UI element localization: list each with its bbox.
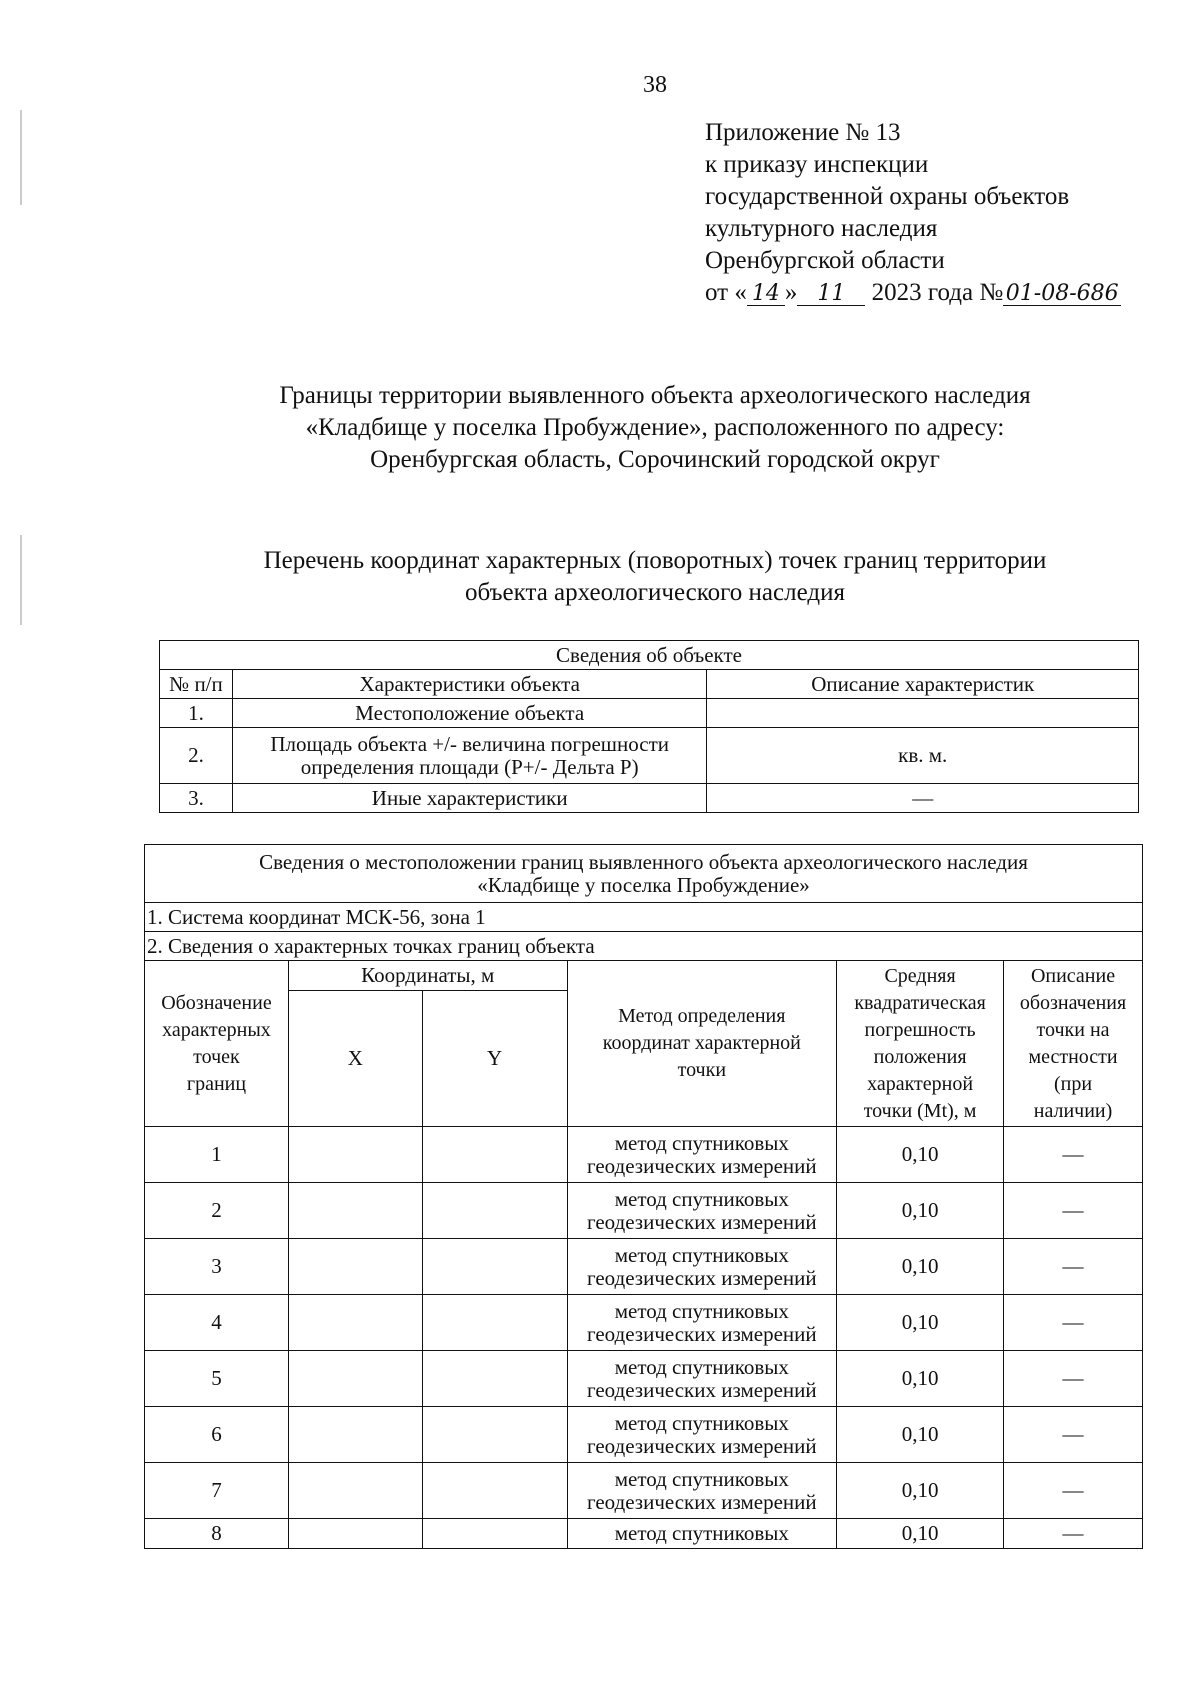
title-line: Границы территории выявленного объекта археологического наследия bbox=[279, 382, 1031, 409]
point-rows bbox=[145, 1127, 1143, 1549]
header-cell: Характеристики объекта bbox=[232, 670, 707, 699]
coord-x bbox=[288, 1183, 422, 1239]
point-label: 2 bbox=[145, 1183, 289, 1239]
header-line: точки bbox=[677, 1059, 727, 1081]
table-row bbox=[145, 1407, 1143, 1463]
table-row bbox=[145, 1183, 1143, 1239]
header-x: X bbox=[288, 991, 422, 1127]
cell-line: метод спутниковых bbox=[614, 1521, 789, 1545]
header-line: характерных bbox=[162, 1018, 271, 1041]
table-row bbox=[145, 1295, 1143, 1351]
point-label: 4 bbox=[145, 1295, 289, 1351]
date-prefix: от « bbox=[705, 279, 747, 306]
title-line: Оренбургская область, Сорочинский городской округ bbox=[370, 446, 940, 473]
scan-artifact bbox=[20, 110, 22, 205]
point-description: — bbox=[1004, 1463, 1143, 1519]
appendix-header bbox=[705, 117, 1121, 309]
table-row bbox=[145, 1239, 1143, 1295]
error-value: 0,10 bbox=[837, 1183, 1004, 1239]
section-points-info: 2. Сведения о характерных точках границ объекта bbox=[145, 932, 1143, 961]
row-number: 1. bbox=[160, 699, 233, 728]
error-value: 0,10 bbox=[837, 1351, 1004, 1407]
boundary-points-table bbox=[144, 844, 1143, 1549]
error-value: 0,10 bbox=[837, 1463, 1004, 1519]
cell-line: метод спутниковых bbox=[614, 1410, 789, 1435]
cell-line: метод спутниковых bbox=[614, 1354, 789, 1379]
section-coordinate-system: 1. Система координат МСК-56, зона 1 bbox=[145, 903, 1143, 932]
table-row bbox=[145, 1351, 1143, 1407]
row-characteristic: Иные характеристики bbox=[232, 784, 707, 813]
point-description: — bbox=[1004, 1127, 1143, 1183]
header-line: положения bbox=[873, 1045, 967, 1068]
method-cell bbox=[567, 1127, 837, 1183]
coord-x bbox=[288, 1295, 422, 1351]
appendix-date-line bbox=[705, 277, 1121, 309]
header-line: погрешность bbox=[864, 1018, 976, 1041]
appendix-line: Приложение № 13 bbox=[705, 119, 901, 146]
header-line: (при bbox=[1053, 1072, 1093, 1095]
handwritten-month: 11 bbox=[797, 283, 865, 306]
object-info-table bbox=[159, 640, 1139, 813]
row-characteristic: Местоположение объекта bbox=[232, 699, 707, 728]
header-y: Y bbox=[422, 991, 567, 1127]
header-line: наличии) bbox=[1033, 1099, 1113, 1122]
header-method bbox=[567, 961, 837, 1127]
error-value: 0,10 bbox=[837, 1407, 1004, 1463]
coord-y bbox=[422, 1519, 567, 1549]
header-line: точки на bbox=[1036, 1018, 1110, 1041]
point-description: — bbox=[1004, 1239, 1143, 1295]
row-description bbox=[707, 699, 1139, 728]
coord-y bbox=[422, 1351, 567, 1407]
error-value: 0,10 bbox=[837, 1295, 1004, 1351]
method-cell bbox=[567, 1239, 837, 1295]
row-characteristic bbox=[232, 728, 707, 784]
header-cell: № п/п bbox=[160, 670, 233, 699]
handwritten-order-number: 01-08-686 bbox=[1003, 283, 1121, 306]
point-description: — bbox=[1004, 1519, 1143, 1549]
table-caption: Сведения об объекте bbox=[160, 641, 1139, 670]
cell-line: метод спутниковых bbox=[614, 1466, 789, 1491]
header-error bbox=[837, 961, 1004, 1127]
header-line: точек bbox=[193, 1045, 240, 1068]
cell-line: Площадь объекта +/- величина погрешности bbox=[270, 731, 669, 756]
header-line: квадратическая bbox=[854, 991, 986, 1014]
document-subtitle bbox=[0, 545, 1200, 609]
row-description: — bbox=[707, 784, 1139, 813]
header-description bbox=[1004, 961, 1143, 1127]
coord-x bbox=[288, 1127, 422, 1183]
appendix-line: к приказу инспекции bbox=[705, 151, 929, 178]
point-label: 7 bbox=[145, 1463, 289, 1519]
cell-line: геодезических измерений bbox=[586, 1153, 817, 1178]
header-line: границ bbox=[186, 1072, 247, 1095]
method-cell bbox=[567, 1519, 837, 1549]
caption-line: Сведения о местоположении границ выявленного объекта археологического наследия bbox=[259, 849, 1028, 874]
header-line: характерной bbox=[867, 1072, 974, 1095]
row-description: кв. м. bbox=[707, 728, 1139, 784]
coord-x bbox=[288, 1407, 422, 1463]
coord-y bbox=[422, 1463, 567, 1519]
header-line: обозначения bbox=[1019, 991, 1127, 1014]
method-cell bbox=[567, 1463, 837, 1519]
cell-line: геодезических измерений bbox=[586, 1433, 817, 1458]
cell-line: метод спутниковых bbox=[614, 1186, 789, 1211]
table-row bbox=[145, 1127, 1143, 1183]
header-line: Средняя bbox=[884, 964, 956, 987]
table-row bbox=[145, 1519, 1143, 1549]
cell-line: геодезических измерений bbox=[586, 1209, 817, 1234]
point-description: — bbox=[1004, 1351, 1143, 1407]
year-text: 2023 года № bbox=[871, 279, 1004, 306]
appendix-line: Оренбургской области bbox=[705, 247, 945, 274]
method-cell bbox=[567, 1351, 837, 1407]
coord-x bbox=[288, 1463, 422, 1519]
point-label: 1 bbox=[145, 1127, 289, 1183]
coord-y bbox=[422, 1183, 567, 1239]
cell-line: геодезических измерений bbox=[586, 1377, 817, 1402]
header-line: точки (Mt), м bbox=[863, 1099, 977, 1122]
point-label: 3 bbox=[145, 1239, 289, 1295]
method-cell bbox=[567, 1295, 837, 1351]
cell-line: метод спутниковых bbox=[614, 1242, 789, 1267]
point-label: 5 bbox=[145, 1351, 289, 1407]
header-line: Метод определения bbox=[618, 1005, 786, 1027]
error-value: 0,10 bbox=[837, 1239, 1004, 1295]
coord-y bbox=[422, 1407, 567, 1463]
header-coordinates: Координаты, м bbox=[288, 961, 567, 991]
table-caption bbox=[145, 845, 1143, 903]
method-cell bbox=[567, 1183, 837, 1239]
coord-x bbox=[288, 1239, 422, 1295]
method-cell bbox=[567, 1407, 837, 1463]
point-description: — bbox=[1004, 1295, 1143, 1351]
cell-line: метод спутниковых bbox=[614, 1130, 789, 1155]
header-point bbox=[145, 961, 289, 1127]
coord-x bbox=[288, 1351, 422, 1407]
cell-line: определения площади (P+/- Дельта P) bbox=[300, 754, 639, 779]
cell-line: геодезических измерений bbox=[586, 1265, 817, 1290]
caption-line: «Кладбище у поселка Пробуждение» bbox=[477, 872, 810, 897]
subtitle-line: объекта археологического наследия bbox=[465, 579, 845, 606]
coord-x bbox=[288, 1519, 422, 1549]
title-line: «Кладбище у поселка Пробуждение», расположенного по адресу: bbox=[305, 414, 1005, 441]
cell-line: геодезических измерений bbox=[586, 1489, 817, 1514]
coord-y bbox=[422, 1295, 567, 1351]
document-title bbox=[0, 380, 1200, 476]
header-line: местности bbox=[1028, 1045, 1118, 1068]
header-line: координат характерной bbox=[602, 1032, 801, 1054]
date-mid: » bbox=[784, 279, 798, 306]
point-label: 6 bbox=[145, 1407, 289, 1463]
appendix-line: государственной охраны объектов bbox=[705, 183, 1070, 210]
error-value: 0,10 bbox=[837, 1127, 1004, 1183]
error-value: 0,10 bbox=[837, 1519, 1004, 1549]
cell-line: метод спутниковых bbox=[614, 1298, 789, 1323]
point-description: — bbox=[1004, 1407, 1143, 1463]
header-line: Обозначение bbox=[161, 991, 272, 1014]
point-description: — bbox=[1004, 1183, 1143, 1239]
point-label: 8 bbox=[145, 1519, 289, 1549]
row-number: 3. bbox=[160, 784, 233, 813]
page-number: 38 bbox=[643, 72, 667, 98]
header-line: Описание bbox=[1030, 964, 1116, 987]
coord-y bbox=[422, 1127, 567, 1183]
appendix-line: культурного наследия bbox=[705, 215, 938, 242]
header-cell: Описание характеристик bbox=[707, 670, 1139, 699]
cell-line: геодезических измерений bbox=[586, 1321, 817, 1346]
handwritten-day: 14 bbox=[747, 283, 785, 306]
coord-y bbox=[422, 1239, 567, 1295]
row-number: 2. bbox=[160, 728, 233, 784]
subtitle-line: Перечень координат характерных (поворотных) точек границ территории bbox=[263, 547, 1047, 574]
table-row bbox=[145, 1463, 1143, 1519]
